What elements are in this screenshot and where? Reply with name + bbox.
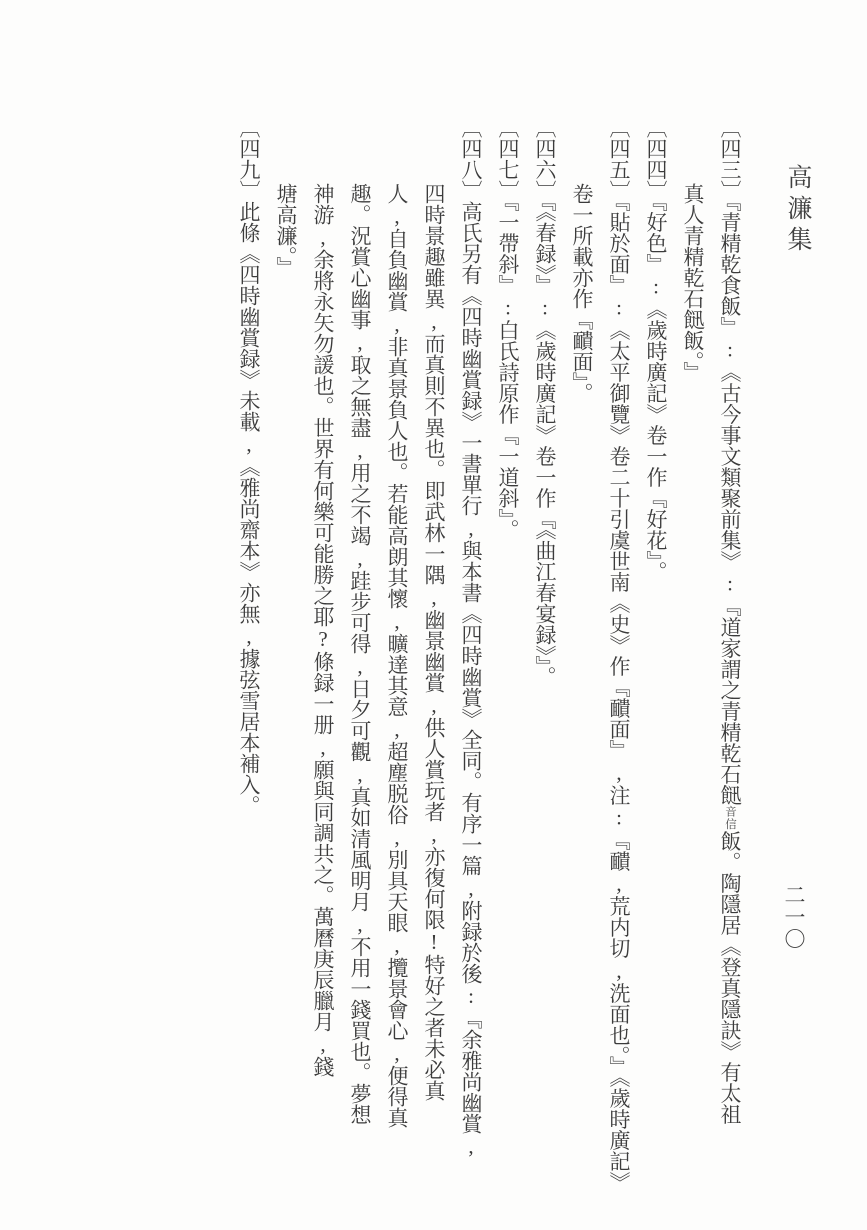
note-48-line-2: 四時景趣雖異,而真則不異也。即武林一隅,幽景幽賞,供人賞玩者,亦復何限!特好之者未必真: [422, 183, 446, 1101]
note-43-phonetic-gloss: 音信: [724, 805, 736, 831]
note-48-line-6: 塘高濂。』: [274, 183, 298, 278]
note-44-line-1: 〔四四〕『好色』:《歲時廣記》卷一作『好花』。: [644, 117, 668, 582]
page-number: 二一〇: [782, 884, 806, 950]
note-45-line-2: 卷一所載亦作『靧面』。: [570, 183, 594, 404]
note-48-line-4: 趣。況賞心幽事,取之無盡,用之不竭,跬步可得,日夕可觀,真如清風明月,不用一錢買也。夢想: [348, 183, 372, 1125]
note-43-line-1: [711, 117, 748, 1230]
note-43-text-after-gloss: 飯。陶隱居《登真隱訣》有太祖: [718, 830, 742, 1125]
note-47-line-1: 〔四七〕『一帶斜』:白氏詩原作『一道斜』。: [496, 117, 520, 540]
note-43-text-before-gloss: 〔四三〕『青精乾食飯』:《古今事文類聚前集》:『道家謂之青精乾石䭀: [718, 117, 742, 806]
note-46-line-1: 〔四六〕『《春録》』:《歲時廣記》卷一作『《曲江春宴録》』。: [533, 117, 557, 687]
note-48-line-1: 〔四八〕高氏另有《四時幽賞録》一書單行,與本書《四時幽賞》全同。有序一篇,附録於後:『余雅尚幽賞,: [459, 117, 483, 1158]
book-title: 高濂集: [784, 164, 811, 257]
note-43-line-2: 真人青精乾石䭀飯。』: [681, 183, 705, 383]
note-48-line-3: 人,自負幽賞,非真景負人也。若能高朗其懷,曠達其意,超塵脱俗,別具天眼,攬景會心,便得真: [385, 183, 409, 1128]
note-49-line-1: 〔四九〕此條《四時幽賞録》未載,《雅尚齋本》亦無,據弦雪居本補入。: [237, 117, 261, 816]
annotations-block: [230, 117, 748, 1230]
note-48-line-5: 神游,余將永矢勿諼也。世界有何樂可能勝之耶?條録一册,願與同調共之。萬曆庚辰臘月,錢: [311, 183, 335, 1077]
note-45-line-1: 〔四五〕『貼於面』:《太平御覽》卷二十引虞世南《史》作『靧面』,注:『靧,荒内切,洗面也。』《歲時廣記》: [607, 117, 631, 1193]
